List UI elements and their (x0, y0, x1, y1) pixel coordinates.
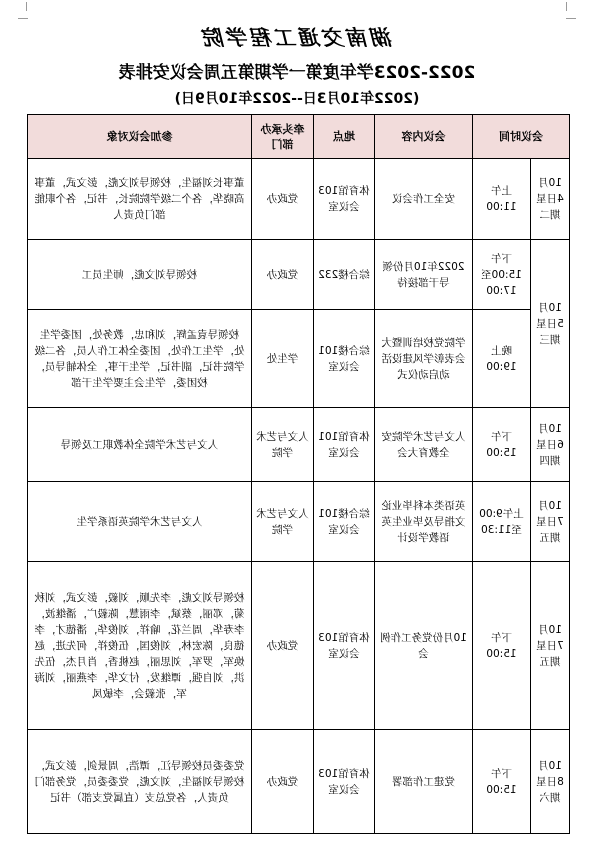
table-row (28, 310, 570, 408)
table-row (28, 240, 570, 310)
cell-location: 体育馆103会议室 (314, 562, 375, 730)
cell-content: 英语类本科毕业论文指导及毕业生英语教学设计 (375, 482, 473, 562)
table-row (28, 482, 570, 562)
cell-location: 体育馆103会议室 (314, 730, 375, 834)
cell-date: 10月6日星期四 (531, 408, 570, 482)
cell-attendees: 校领导袁孟辉，刘和忠，教务处，团委学生处，学生工作处，团委全体工作人员，各二级学院书记，副书记，学生干事，全体辅导员，校团委，学生会主要学生干部 (28, 310, 252, 408)
cell-date: 10月8日星期六 (531, 730, 570, 834)
header-location: 地点 (314, 115, 375, 159)
table-row (28, 730, 570, 834)
cell-content: 2022年10月份领导干部接待 (375, 240, 473, 310)
page-corner-mark (26, 2, 27, 11)
cell-dept: 学生处 (252, 310, 314, 408)
cell-dept: 党政办 (252, 730, 314, 834)
table-header-row (28, 115, 570, 159)
header-content: 会议内容 (375, 115, 473, 159)
cell-attendees: 人文与艺术学院英语系学生 (28, 482, 252, 562)
cell-dept: 党政办 (252, 562, 314, 730)
table-row (28, 562, 570, 730)
cell-date: 10月7日星期五 (531, 482, 570, 562)
cell-attendees: 党委委员校领导江，谭浩，周景剑，彭文武，校领导刘福生，刘文彪，党委委员，党务部门负责人，各党总支（直属党支部）书记 (28, 730, 252, 834)
cell-time: 下午15:00 (473, 408, 531, 482)
cell-attendees: 校领导刘文彪，师生员工 (28, 240, 252, 310)
cell-attendees: 人文与艺术学院全体教职工及领导 (28, 408, 252, 482)
cell-time: 上午9:00至11:30 (473, 482, 531, 562)
cell-content: 党建工作部署 (375, 730, 473, 834)
cell-location: 综合楼101会议室 (314, 310, 375, 408)
cell-date: 10月5日星期三 (531, 240, 570, 408)
cell-dept: 人文与艺术学院 (252, 482, 314, 562)
cell-content: 10月份党务工作例会 (375, 562, 473, 730)
schedule-table (27, 114, 570, 834)
cell-dept: 人文与艺术学院 (252, 408, 314, 482)
cell-location: 体育馆101会议室 (314, 408, 375, 482)
table-row (28, 408, 570, 482)
header-dept: 牵头承办部门 (252, 115, 314, 159)
cell-time: 下午15:00 (473, 730, 531, 834)
cell-content: 人文与艺术学院安全教育大会 (375, 408, 473, 482)
cell-time: 上午11:00 (473, 159, 531, 240)
cell-location: 综合楼101会议室 (314, 482, 375, 562)
cell-time: 下午15:00至17:00 (473, 240, 531, 310)
cell-attendees: 董事长刘福生，校领导刘文彪，彭文武，董事高晓华，各个二级学院院长，书记，各个职能部门负责人 (28, 159, 252, 240)
document-title: 2022-2023学年度第一学期第五周会议安排表 (118, 63, 476, 83)
header-time: 会议时间 (473, 115, 570, 159)
cell-date: 10月4日星期二 (531, 159, 570, 240)
school-name: 湖南交通工程学院 (201, 25, 393, 50)
cell-dept: 党政办 (252, 159, 314, 240)
cell-time: 晚上19:00 (473, 310, 531, 408)
cell-date: 10月7日星期五 (531, 562, 570, 730)
cell-content: 学院党校培训暨大会表彰学风建设活动启动仪式 (375, 310, 473, 408)
page-corner-mark (566, 2, 567, 11)
cell-dept: 党政办 (252, 240, 314, 310)
cell-location: 综合楼232 (314, 240, 375, 310)
table-row (28, 159, 570, 240)
cell-content: 安全工作会议 (375, 159, 473, 240)
page-corner-mark (566, 8, 576, 19)
cell-location: 体育馆103会议室 (314, 159, 375, 240)
cell-attendees: 校领导刘文彪，李先顺，刘毅，彭文武，刘秋菊，邓丽，蔡斌，李雨慧，陈毅广，潘继波，李寿华，周兰花，喻祥，刘俊华，潘德才，李德良，陈宏林，刘俊国，伍俊祥，何先进，赵焕军，罗军，刘思丽，赵桃香，肖月杰，伍先洪，刘自强，谭继发，付文华，李燕丽，刘海军，张毅会，李敏凤 (28, 562, 252, 730)
date-range: (2022年10月3日--2022年10月9日) (174, 91, 420, 107)
cell-time: 下午15:00 (473, 562, 531, 730)
header-attendees: 参加会议对象 (28, 115, 252, 159)
